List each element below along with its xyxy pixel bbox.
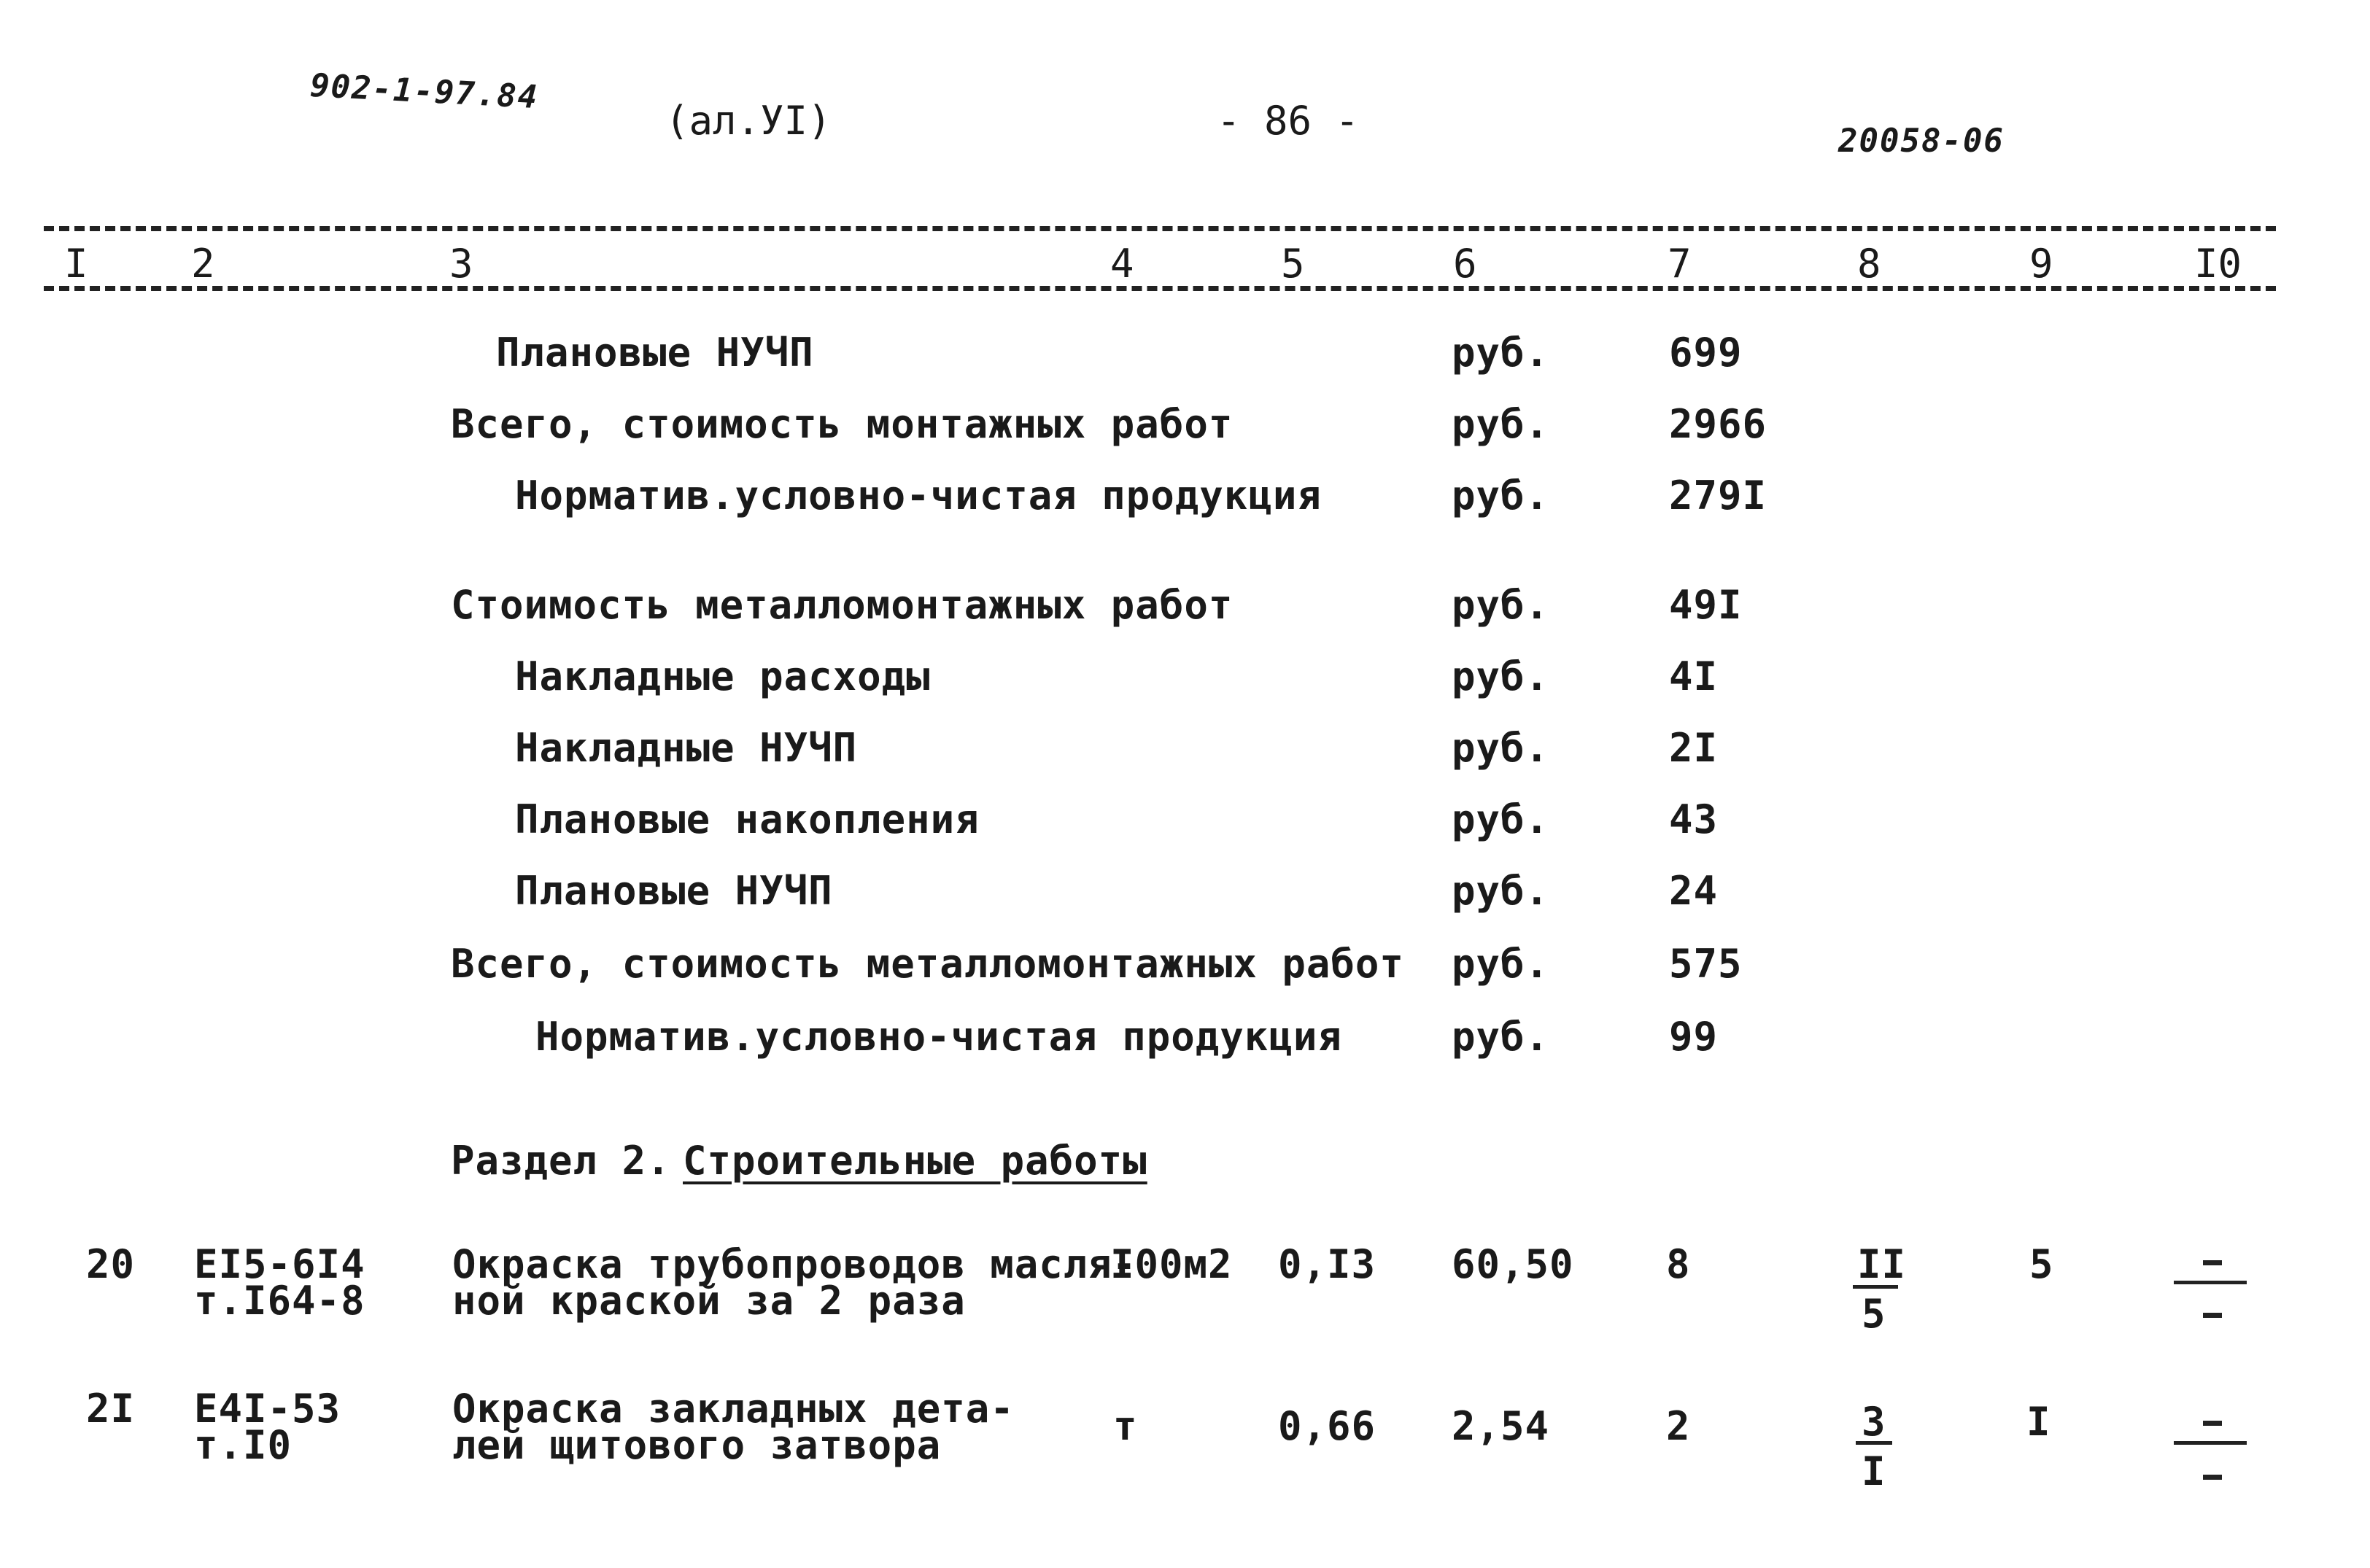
col9-value: I	[2026, 1399, 2051, 1445]
item-number: 2I	[86, 1386, 136, 1432]
summary-row-name: Накладные НУЧП	[515, 725, 858, 771]
item-unit-price: 2,54	[1452, 1403, 1550, 1449]
summary-row-name: Плановые накопления	[515, 796, 980, 842]
col10-fraction-bar	[2174, 1441, 2247, 1445]
summary-row-value: 2I	[1669, 725, 1719, 771]
summary-row-value: 43	[1669, 796, 1719, 842]
summary-row-name: Накладные расходы	[515, 653, 931, 699]
summary-row-value: 49I	[1669, 582, 1743, 628]
summary-row-name: Стоимость металломонтажных работ	[451, 582, 1234, 628]
column-number-9: 9	[2029, 241, 2053, 287]
album-label: (ал.УI)	[665, 98, 832, 144]
page-number: - 86 -	[1217, 98, 1360, 144]
sheet-code: 20058-06	[1838, 123, 2005, 160]
item-description-cont: лей щитового затвора	[452, 1422, 942, 1468]
summary-row-name: Плановые НУЧП	[496, 330, 814, 376]
summary-row-unit: руб.	[1452, 582, 1550, 628]
summary-row-unit: руб.	[1452, 473, 1550, 519]
column-number-1: I	[64, 241, 88, 287]
col8-numerator: II	[1857, 1241, 1907, 1287]
summary-row-name: Норматив.условно-чистая продукция	[535, 1014, 1342, 1060]
summary-row-value: 99	[1669, 1014, 1719, 1060]
col10-numerator-dash	[2203, 1260, 2222, 1265]
col10-fraction-bar	[2174, 1281, 2247, 1284]
item-unit: I00м2	[1110, 1241, 1233, 1287]
col8-denominator: I	[1862, 1448, 1886, 1494]
summary-row-unit: руб.	[1452, 401, 1550, 447]
section-label: Раздел 2.	[451, 1138, 671, 1184]
col9-value: 5	[2029, 1241, 2054, 1287]
col10-numerator-dash	[2203, 1421, 2222, 1426]
summary-row-name: Плановые НУЧП	[515, 868, 833, 914]
column-number-8: 8	[1857, 241, 1881, 287]
column-number-6: 6	[1453, 241, 1477, 287]
section-title: Строительные работы	[683, 1138, 1147, 1184]
summary-row-unit: руб.	[1452, 330, 1550, 376]
document-code: 902-1-97.84	[309, 66, 540, 117]
column-number-7: 7	[1668, 241, 1692, 287]
summary-row-name: Норматив.условно-чистая продукция	[515, 473, 1322, 519]
summary-row-unit: руб.	[1452, 868, 1550, 914]
col10-denominator-dash	[2203, 1313, 2222, 1318]
col10-denominator-dash	[2203, 1475, 2222, 1480]
item-description: Окраска закладных дета-	[452, 1386, 1015, 1432]
summary-row-unit: руб.	[1452, 796, 1550, 842]
item-total: 8	[1666, 1241, 1691, 1287]
column-number-4: 4	[1110, 241, 1134, 287]
summary-row-value: 24	[1669, 868, 1719, 914]
summary-row-value: 2966	[1669, 401, 1767, 447]
item-code: E4I-53	[194, 1386, 341, 1432]
summary-row-value: 4I	[1669, 653, 1719, 699]
table-header-rule	[44, 286, 2276, 291]
item-quantity: 0,I3	[1278, 1241, 1376, 1287]
summary-row-unit: руб.	[1452, 941, 1550, 987]
col8-fraction-bar	[1856, 1441, 1892, 1445]
col8-denominator: 5	[1862, 1291, 1886, 1337]
summary-row-unit: руб.	[1452, 1014, 1550, 1060]
item-unit-price: 60,50	[1452, 1241, 1574, 1287]
item-description-cont: ной краской за 2 раза	[452, 1278, 966, 1324]
summary-row-value: 575	[1669, 941, 1743, 987]
item-number: 20	[86, 1241, 136, 1287]
item-code-ref: т.I0	[194, 1422, 293, 1468]
item-code: EI5-6I4	[194, 1241, 365, 1287]
column-number-10: I0	[2194, 241, 2242, 287]
summary-row-value: 699	[1669, 330, 1743, 376]
item-quantity: 0,66	[1278, 1403, 1376, 1449]
column-number-3: 3	[449, 241, 473, 287]
column-number-5: 5	[1281, 241, 1305, 287]
item-description: Окраска трубопроводов масля-	[452, 1241, 1137, 1287]
col8-numerator: 3	[1862, 1399, 1886, 1445]
summary-row-unit: руб.	[1452, 725, 1550, 771]
table-top-rule	[44, 226, 2276, 231]
item-code-ref: т.I64-8	[194, 1278, 365, 1324]
col8-fraction-bar	[1853, 1285, 1898, 1289]
summary-row-value: 279I	[1669, 473, 1767, 519]
summary-row-name: Всего, стоимость металломонтажных работ	[451, 941, 1404, 987]
summary-row-unit: руб.	[1452, 653, 1550, 699]
column-number-2: 2	[191, 241, 215, 287]
summary-row-name: Всего, стоимость монтажных работ	[451, 401, 1234, 447]
item-total: 2	[1666, 1403, 1691, 1449]
item-unit: т	[1113, 1403, 1138, 1449]
